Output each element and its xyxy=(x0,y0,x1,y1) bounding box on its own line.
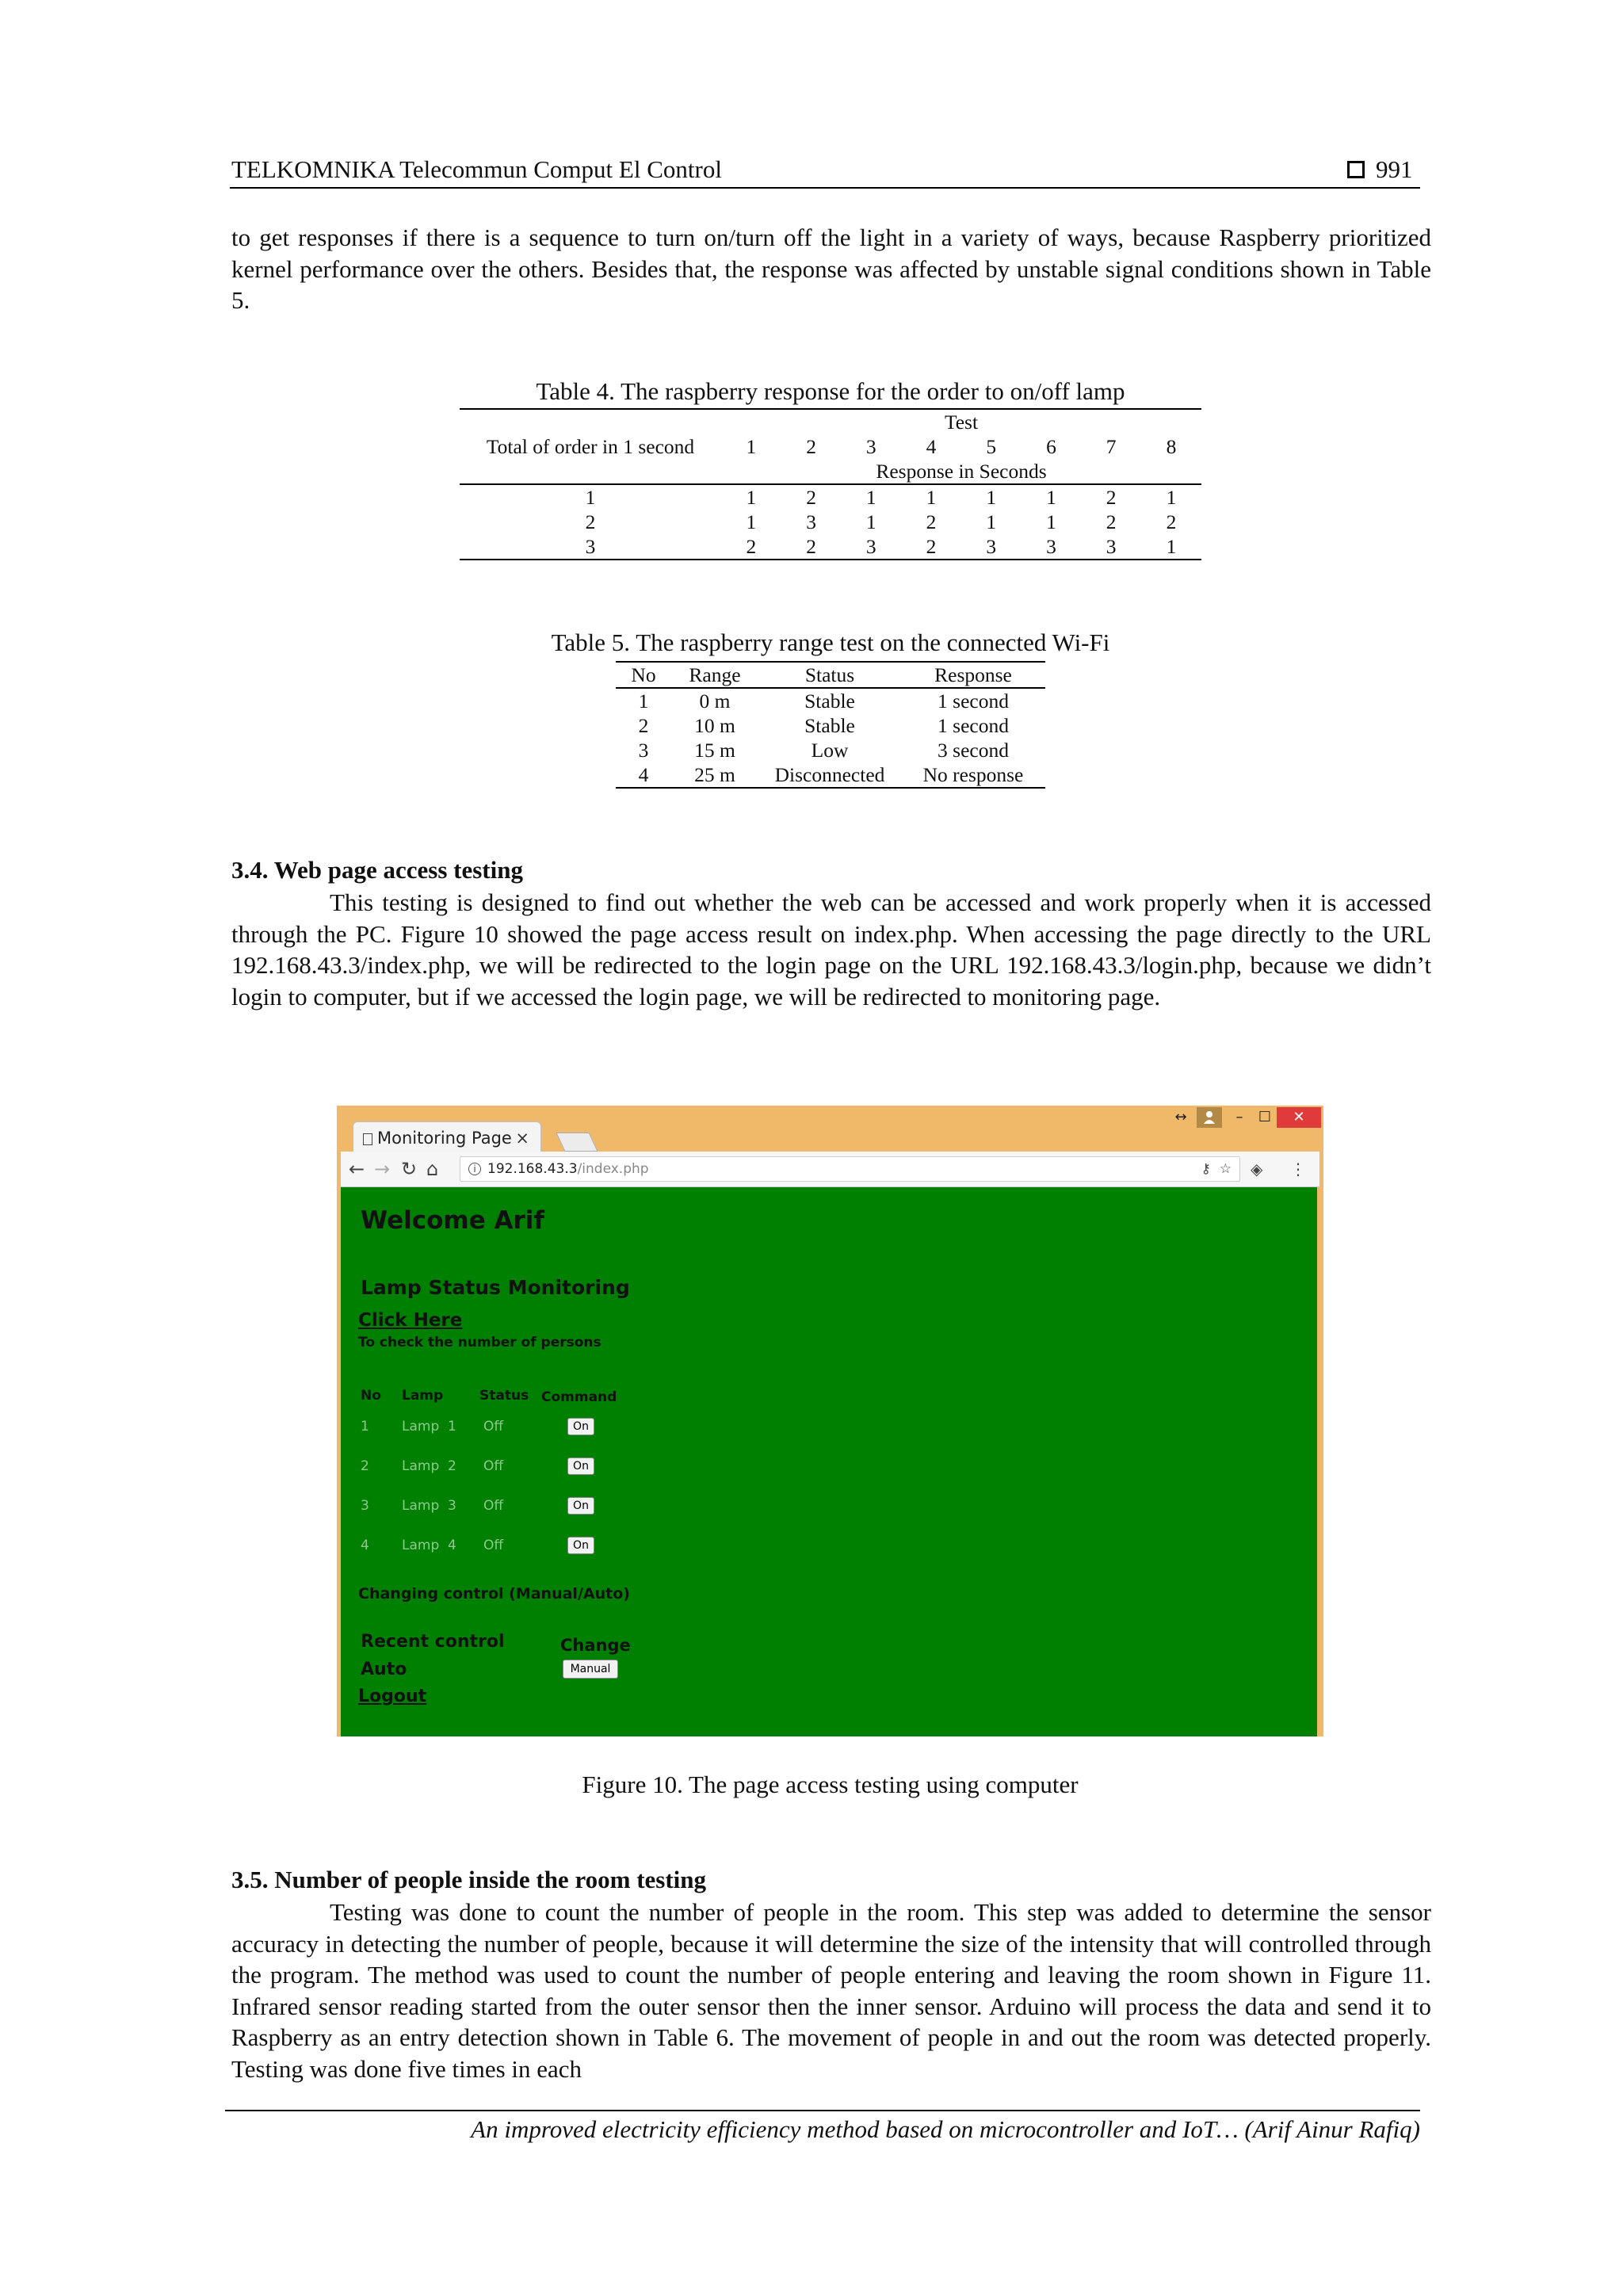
table4-cell: 1 xyxy=(1046,486,1056,509)
lamp-row-status: Off xyxy=(483,1419,504,1435)
table4-cell: 2 xyxy=(1106,510,1117,533)
table5-cell: 15 m xyxy=(694,739,735,762)
lamp-on-button[interactable]: On xyxy=(567,1457,594,1475)
table4-cell: 1 xyxy=(865,486,876,509)
page-number xyxy=(1347,155,1413,184)
recent-control-value: Auto xyxy=(361,1660,407,1679)
check-persons-note: To check the number of persons xyxy=(358,1335,601,1350)
click-here-link[interactable]: Click Here xyxy=(358,1310,463,1331)
table5-cell: Stable xyxy=(804,690,855,712)
table5-cell: 4 xyxy=(616,762,671,788)
table4-test-col: 5 xyxy=(986,435,997,458)
resize-icon[interactable]: ↔ xyxy=(1174,1109,1187,1125)
table4-test-label: Test xyxy=(721,409,1201,434)
lamp-table-header-lamp: Lamp xyxy=(402,1388,444,1404)
forward-icon[interactable]: → xyxy=(374,1158,391,1180)
table4-cell: 2 xyxy=(781,534,842,560)
lamp-row-no: 4 xyxy=(361,1538,369,1553)
table5-cell: Disconnected xyxy=(758,762,901,788)
lamp-row-name: Lamp xyxy=(402,1419,440,1435)
page-number-text: 991 xyxy=(1376,155,1413,183)
table5 xyxy=(616,661,1045,789)
lamp-on-button[interactable]: On xyxy=(567,1418,594,1435)
menu-icon[interactable]: ⋮ xyxy=(1290,1159,1306,1179)
tab-close-icon[interactable]: × xyxy=(515,1129,529,1148)
table4-cell: 2 xyxy=(721,534,781,560)
reload-icon[interactable]: ↻ xyxy=(401,1158,418,1180)
lamp-row-name: Lamp xyxy=(402,1458,440,1474)
figure-10-screenshot xyxy=(337,1106,1323,1736)
lamp-row-status: Off xyxy=(483,1458,504,1474)
table5-cell: No response xyxy=(901,762,1045,788)
maximize-button[interactable]: ☐ xyxy=(1258,1109,1272,1125)
square-bullet-icon xyxy=(1347,161,1365,178)
lamp-row-name: Lamp xyxy=(402,1538,440,1553)
running-footer: An improved electricity efficiency method based on microcontroller and IoT… (Arif Ainur Rafiq) xyxy=(471,2115,1420,2143)
table4-cell: 3 xyxy=(1022,534,1082,560)
table4-test-col: 3 xyxy=(865,435,876,458)
table4-test-col: 8 xyxy=(1166,435,1177,458)
table4-cell: 1 xyxy=(1046,510,1056,533)
table4-cell: 1 xyxy=(926,486,937,509)
table5-cell: 1 second xyxy=(938,714,1009,737)
table4-cell: 1 xyxy=(1141,534,1201,560)
table4-caption: Table 4. The raspberry response for the order to on/off lamp xyxy=(536,377,1125,405)
table4-test-col: 4 xyxy=(926,435,937,458)
browser-tab[interactable] xyxy=(353,1121,541,1152)
table4-cell: 2 xyxy=(1166,510,1177,533)
table4-test-col: 7 xyxy=(1106,435,1117,458)
table5-caption: Table 5. The raspberry range test on the connected Wi-Fi xyxy=(551,628,1110,656)
table4-cell: 1 xyxy=(865,510,876,533)
lamp-table-header-command: Command xyxy=(541,1389,617,1405)
table5-cell: Low xyxy=(811,739,849,762)
section-3-4-paragraph: This testing is designed to find out whether the web can be accessed and work properly when it is accessed through the PC. Figure 10 showed the page access result on index.php. When accessing the page directly to the URL 192.168.43.3/index.php, we will be redirected to the login page on the URL 192.168.43.3/login.php, because we didn’t login to computer, but if we accessed the login page, we will be redirected to monitoring page. xyxy=(231,888,1431,1010)
back-icon[interactable]: ← xyxy=(349,1158,365,1180)
table4-cell: 1 xyxy=(746,486,757,509)
minimize-button[interactable]: – xyxy=(1235,1109,1243,1125)
browser-toolbar xyxy=(341,1152,1319,1187)
lamp-row-number: 3 xyxy=(448,1498,456,1514)
table5-header: No xyxy=(616,662,671,688)
lamp-row-no: 2 xyxy=(361,1458,369,1474)
key-icon[interactable]: ⚷ xyxy=(1201,1161,1211,1177)
table5-cell: 10 m xyxy=(694,714,735,737)
table4-cell: 3 xyxy=(460,534,721,560)
table5-cell: Stable xyxy=(804,714,855,737)
lamp-row-number: 1 xyxy=(448,1419,456,1435)
table5-cell: 25 m xyxy=(671,762,758,788)
section-heading-3-4: 3.4. Web page access testing xyxy=(231,856,523,884)
new-tab-button[interactable] xyxy=(556,1133,598,1152)
lamp-row-status: Off xyxy=(483,1498,504,1514)
figure-10-caption: Figure 10. The page access testing using computer xyxy=(582,1771,1079,1798)
table5-cell: 0 m xyxy=(699,690,731,712)
welcome-heading: Welcome Arif xyxy=(361,1206,544,1235)
table4-cell: 3 xyxy=(961,534,1022,560)
table4-cell: 3 xyxy=(1081,534,1141,560)
header-rule xyxy=(230,187,1420,189)
section-heading-3-5: 3.5. Number of people inside the room testing xyxy=(231,1866,707,1893)
table4-cell: 2 xyxy=(901,534,961,560)
lamp-table-header-no: No xyxy=(361,1388,381,1404)
table4-cell: 3 xyxy=(806,510,816,533)
journal-header: TELKOMNIKA Telecommun Comput El Control xyxy=(231,155,722,183)
table-row xyxy=(616,762,1045,788)
lamp-table-header-status: Status xyxy=(479,1388,529,1404)
footer-rule xyxy=(225,2110,1420,2111)
table4-cell: 1 xyxy=(986,510,997,533)
lamp-row-number: 4 xyxy=(448,1538,456,1553)
table-row xyxy=(616,713,1045,738)
tab-title: Monitoring Page xyxy=(377,1129,512,1148)
logout-link[interactable]: Logout xyxy=(358,1687,427,1706)
table4-test-col: 6 xyxy=(1046,435,1056,458)
section-3-5-paragraph: Testing was done to count the number of people in the room. This step was added to determine the sensor accuracy in detecting the number of people, because it will determine the size of the intensity that will controlled through the program. The method was used to count the number of people entering and leaving the room shown in Figure 11. Infrared sensor reading started from the outer sensor then the inner sensor. Arduino will process the data and send it to Raspberry as an entry detection shown in Table 6. The movement of people in and out the room was detected properly. Testing was done five times in each xyxy=(231,1898,1431,2083)
lamp-row-number: 2 xyxy=(448,1458,456,1474)
changing-control-label: Changing control (Manual/Auto) xyxy=(358,1585,630,1603)
table4-cell: 1 xyxy=(986,486,997,509)
table5-cell: 3 second xyxy=(938,739,1009,762)
table5-cell: 1 xyxy=(638,690,649,712)
table5-cell: 1 second xyxy=(938,690,1009,712)
table5-cell: 2 xyxy=(638,714,649,737)
table4-response-label: Response in Seconds xyxy=(721,459,1201,484)
lamp-on-button[interactable]: On xyxy=(567,1497,594,1515)
person-icon xyxy=(1203,1110,1216,1125)
table4-cell: 1 xyxy=(585,486,596,509)
table4-cell: 2 xyxy=(806,486,816,509)
table4 xyxy=(460,408,1201,560)
table5-header: Response xyxy=(901,662,1045,688)
table4-cell: 3 xyxy=(841,534,901,560)
close-window-button[interactable]: ✕ xyxy=(1277,1107,1321,1128)
table-row xyxy=(460,484,1201,510)
table4-test-col: 1 xyxy=(746,435,757,458)
lamp-status-heading: Lamp Status Monitoring xyxy=(361,1276,630,1299)
recent-control-label: Recent control xyxy=(361,1632,505,1652)
document-icon xyxy=(363,1133,372,1145)
home-icon[interactable]: ⌂ xyxy=(426,1158,439,1180)
intro-paragraph: to get responses if there is a sequence to turn on/turn off the light in a variety of ways, because Raspberry prioritized kernel performance over the others. Besides that, the response was affected by unstable signal conditions shown in Table 5. xyxy=(231,223,1431,314)
table-row xyxy=(616,688,1045,713)
table4-cell: 2 xyxy=(585,510,596,533)
table4-row-header: Total of order in 1 second xyxy=(486,435,695,458)
table5-cell: 3 xyxy=(638,739,649,762)
table4-cell: 1 xyxy=(1166,486,1177,509)
lamp-row-no: 3 xyxy=(361,1498,369,1514)
table5-header: Status xyxy=(758,662,901,688)
table-row xyxy=(460,510,1201,534)
url-host: 192.168.43.3 xyxy=(487,1161,578,1177)
lamp-row-name: Lamp xyxy=(402,1498,440,1514)
url-path: /index.php xyxy=(577,1161,649,1177)
star-icon[interactable]: ☆ xyxy=(1219,1161,1232,1177)
table4-cell: 2 xyxy=(926,510,937,533)
table4-cell: 2 xyxy=(1106,486,1117,509)
table4-test-col: 2 xyxy=(806,435,816,458)
address-bar[interactable] xyxy=(460,1156,1240,1182)
extension-icon[interactable]: ◈ xyxy=(1251,1159,1263,1179)
lamp-row-status: Off xyxy=(483,1538,504,1553)
lamp-on-button[interactable]: On xyxy=(567,1537,594,1554)
change-label: Change xyxy=(560,1636,631,1655)
table-row xyxy=(616,738,1045,762)
table5-header: Range xyxy=(671,662,758,688)
lamp-row-no: 1 xyxy=(361,1419,369,1435)
table-row xyxy=(460,534,1201,560)
info-icon[interactable]: i xyxy=(468,1163,481,1175)
monitoring-page xyxy=(341,1187,1317,1736)
table4-cell: 1 xyxy=(746,510,757,533)
profile-icon[interactable] xyxy=(1197,1107,1222,1128)
manual-button[interactable]: Manual xyxy=(563,1660,618,1679)
